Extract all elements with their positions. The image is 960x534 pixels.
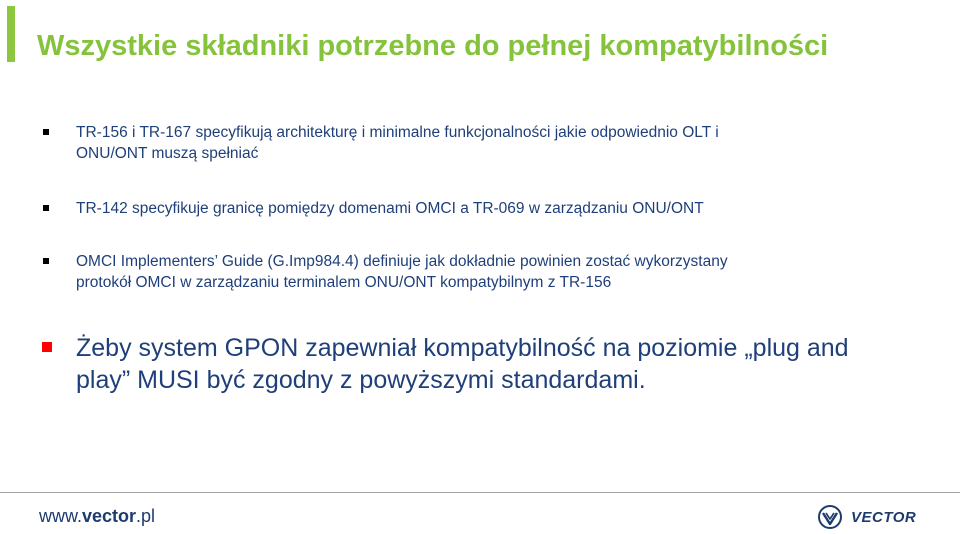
footer-website-link[interactable] <box>39 506 155 527</box>
logo-wordmark: VECTOR <box>851 508 917 526</box>
vector-logo-mark-icon <box>815 504 845 530</box>
footer-url-brand: vector <box>82 506 137 526</box>
bullet-line: OMCI Implementers’ Guide (G.Imp984.4) definiuje jak dokładnie powinien zostać wykorzystany <box>76 253 728 270</box>
bullet-line: ONU/ONT muszą spełniać <box>76 145 259 162</box>
title-accent-bar <box>7 6 15 62</box>
footer-url-prefix: www. <box>39 506 83 526</box>
bullet-line: protokół OMCI w zarządzaniu terminalem ONU/ONT kompatybilnym z TR-156 <box>76 274 612 291</box>
bullet-line: TR-142 specyfikuje granicę pomiędzy domenami OMCI a TR-069 w zarządzaniu ONU/ONT <box>76 200 704 217</box>
footer-divider <box>0 492 960 493</box>
bullet-line: play” MUSI być zgodny z powyższymi standardami. <box>76 366 646 394</box>
red-square-bullet-icon <box>42 342 52 352</box>
bullet-line: TR-156 i TR-167 specyfikują architekturę i minimalne funkcjonalności jakie odpowiednio OLT i <box>76 124 719 141</box>
footer-url-tld: .pl <box>136 506 156 526</box>
square-bullet-icon <box>43 258 49 264</box>
square-bullet-icon <box>43 129 49 135</box>
vector-logo <box>815 503 916 531</box>
square-bullet-icon <box>43 205 49 211</box>
slide-title: Wszystkie składniki potrzebne do pełnej kompatybilności <box>37 30 829 62</box>
bullet-line: Żeby system GPON zapewniał kompatybilność na poziomie „plug and <box>76 334 849 362</box>
